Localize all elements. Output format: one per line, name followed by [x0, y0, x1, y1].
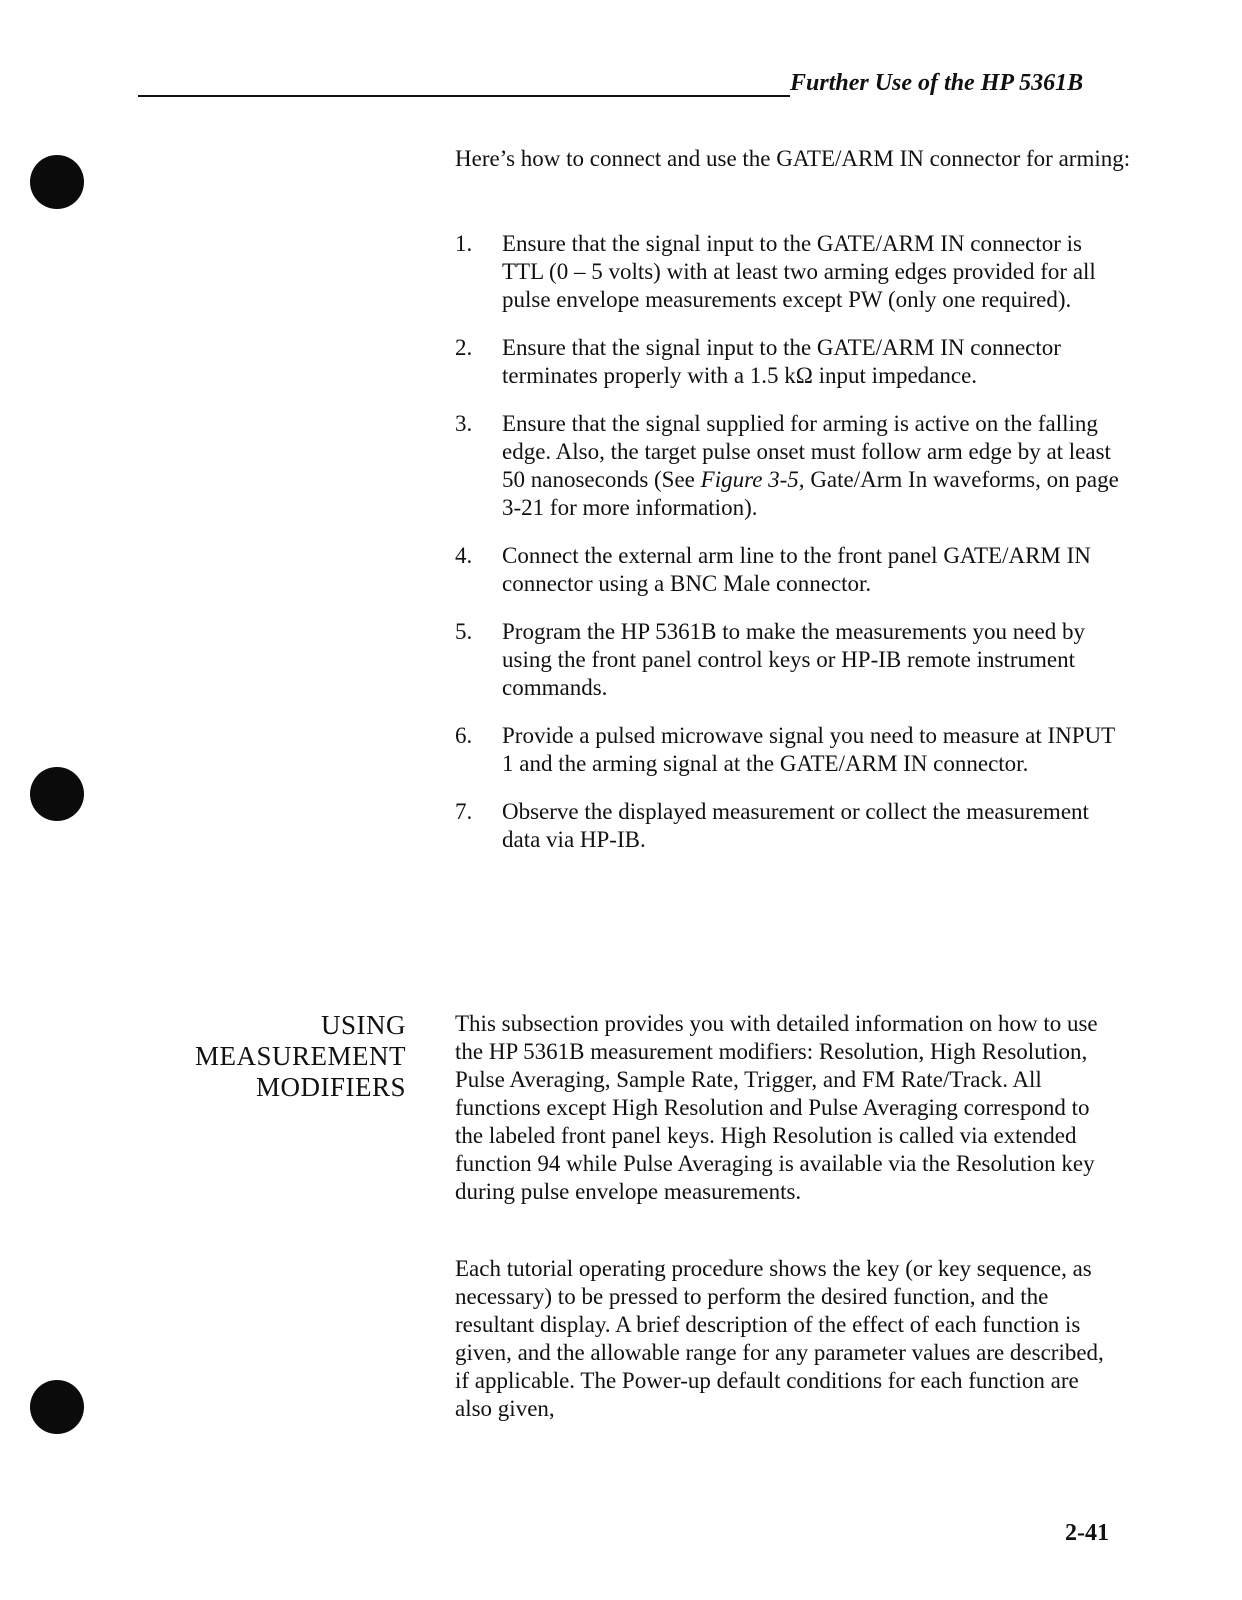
- section-heading-line: USING: [320, 1010, 406, 1040]
- body-paragraph: Each tutorial operating procedure shows the key (or key sequence, as necessary) to be pressed to perform the desired function, and the resultant display. A brief description of the effect of each function is given, and the allowable range for any parameter values are described, if applicable. The Power-up default conditions for each function are also given,: [455, 1256, 1104, 1421]
- step-text-after: Gate/Arm In waveforms, on page 3-21 for more information).: [502, 467, 1119, 520]
- figure-reference: Figure 3-5,: [700, 467, 805, 492]
- step-number: 7.: [455, 799, 473, 824]
- step-text: [502, 411, 1119, 520]
- step-text: Provide a pulsed microwave signal you need to measure at INPUT 1 and the arming signal at the GATE/ARM IN connector.: [502, 723, 1115, 776]
- list-item: [455, 410, 1125, 522]
- step-number: 3.: [455, 411, 473, 436]
- step-number: 2.: [455, 335, 473, 360]
- step-text: Ensure that the signal input to the GATE/ARM IN connector terminates properly with a 1.5 kΩ input impedance.: [502, 335, 1061, 388]
- intro-paragraph: Here’s how to connect and use the GATE/ARM IN connector for arming:: [455, 146, 1131, 171]
- list-item: [455, 722, 1125, 778]
- step-text: Program the HP 5361B to make the measurements you need by using the front panel control keys or HP-IB remote instrument commands.: [502, 619, 1085, 700]
- list-item: [455, 230, 1125, 314]
- step-text: Ensure that the signal input to the GATE/ARM IN connector is TTL (0 – 5 volts) with at least two arming edges provided for all pulse envelope measurements except PW (only one required).: [502, 231, 1096, 312]
- step-text-before: Ensure that the signal supplied for arming is active on the falling edge. Also, the target pulse onset must follow arm edge by at least 50 nanoseconds (See: [502, 411, 1111, 492]
- list-item: [455, 542, 1125, 598]
- list-item: [455, 334, 1125, 390]
- section-heading-line: MEASUREMENT: [194, 1041, 406, 1071]
- step-number: 5.: [455, 619, 473, 644]
- body-paragraph: This subsection provides you with detailed information on how to use the HP 5361B measurement modifiers: Resolution, High Resolution, Pulse Averaging, Sample Rate, Trigger, and FM Rate/Track. All functions except High Resolution and Pulse Averaging correspond to the labeled front panel keys. High Resolution is called via extended function 94 while Pulse Averaging is available via the Resolution key during pulse envelope measurements.: [455, 1011, 1098, 1204]
- binder-hole-bottom: [30, 1380, 84, 1434]
- section-heading-line: MODIFIERS: [255, 1072, 406, 1102]
- list-item: [455, 618, 1125, 702]
- step-number: 6.: [455, 723, 473, 748]
- step-text: Observe the displayed measurement or collect the measurement data via HP-IB.: [502, 799, 1089, 852]
- page-number: 2-41: [1065, 1520, 1109, 1546]
- step-list: [455, 230, 1125, 854]
- list-item: [455, 798, 1125, 854]
- running-header: Further Use of the HP 5361B: [790, 70, 1084, 96]
- step-number: 4.: [455, 543, 473, 568]
- step-text: Connect the external arm line to the front panel GATE/ARM IN connector using a BNC Male connector.: [502, 543, 1091, 596]
- section-heading: [150, 1010, 406, 1103]
- binder-hole-top: [30, 155, 84, 209]
- binder-hole-middle: [30, 767, 84, 821]
- header-rule: [138, 95, 790, 97]
- step-number: 1.: [455, 231, 473, 256]
